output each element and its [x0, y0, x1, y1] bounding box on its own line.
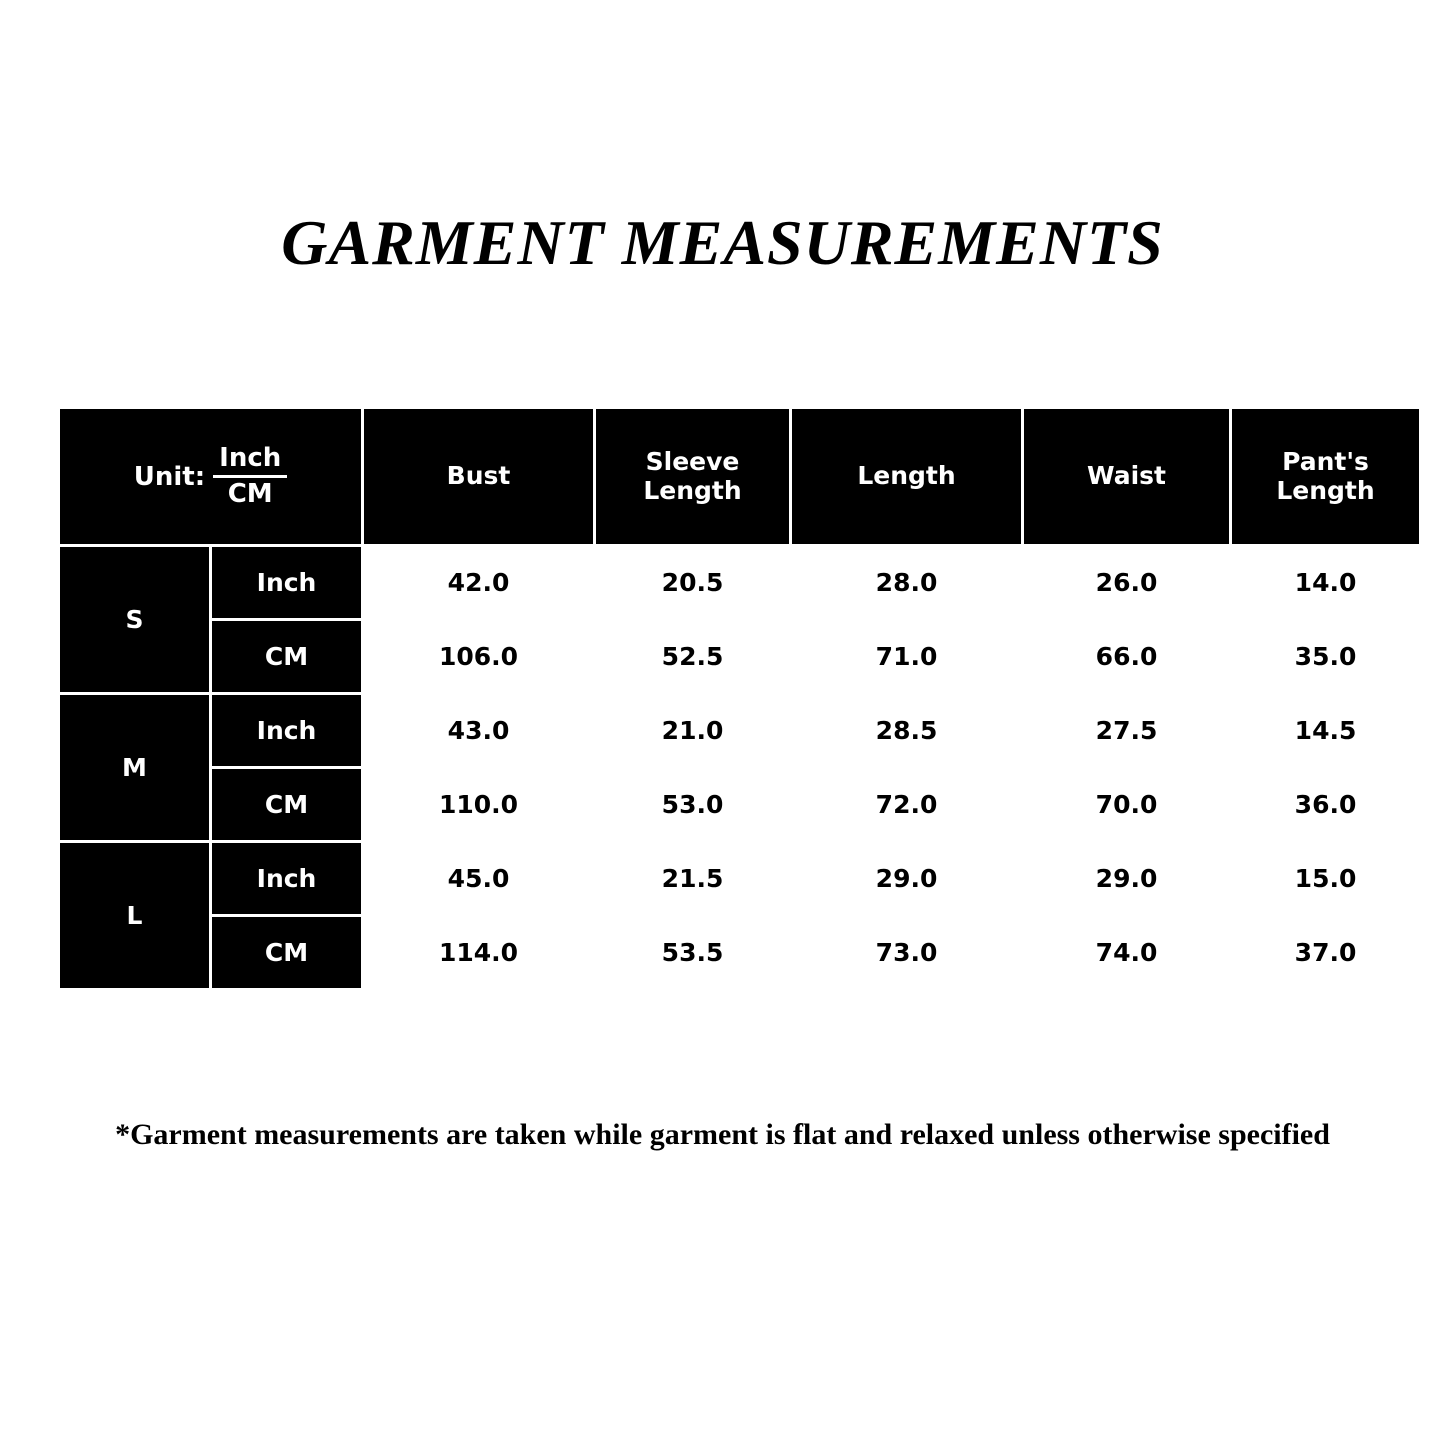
cell-s-cm-sleeve: 52.5 — [595, 620, 791, 694]
unit-numerator: Inch — [213, 444, 287, 478]
size-label-m: M — [59, 694, 211, 842]
unit-label-l-inch: Inch — [211, 842, 363, 916]
cell-s-cm-pant: 35.0 — [1231, 620, 1421, 694]
cell-m-cm-length: 72.0 — [791, 768, 1023, 842]
cell-m-inch-bust: 43.0 — [363, 694, 595, 768]
cell-s-inch-length: 28.0 — [791, 546, 1023, 620]
table-row — [59, 694, 1421, 768]
cell-m-inch-waist: 27.5 — [1023, 694, 1231, 768]
table-row — [59, 546, 1421, 620]
cell-m-inch-length: 28.5 — [791, 694, 1023, 768]
unit-label-m-inch: Inch — [211, 694, 363, 768]
measurements-table-container — [57, 406, 1389, 991]
unit-label-s-inch: Inch — [211, 546, 363, 620]
cell-l-cm-pant: 37.0 — [1231, 916, 1421, 990]
cell-s-cm-length: 71.0 — [791, 620, 1023, 694]
measurements-table — [57, 406, 1422, 991]
cell-l-cm-waist: 74.0 — [1023, 916, 1231, 990]
table-row — [59, 768, 1421, 842]
size-label-l: L — [59, 842, 211, 990]
cell-l-cm-length: 73.0 — [791, 916, 1023, 990]
cell-m-cm-sleeve: 53.0 — [595, 768, 791, 842]
column-header-pants-length: Pant's Length — [1231, 408, 1421, 546]
cell-l-inch-waist: 29.0 — [1023, 842, 1231, 916]
cell-s-inch-waist: 26.0 — [1023, 546, 1231, 620]
cell-m-cm-bust: 110.0 — [363, 768, 595, 842]
cell-l-cm-bust: 114.0 — [363, 916, 595, 990]
page-title: GARMENT MEASUREMENTS — [281, 207, 1164, 278]
footnote: *Garment measurements are taken while garment is flat and relaxed unless otherwise specified — [115, 1118, 1330, 1151]
cell-s-cm-waist: 66.0 — [1023, 620, 1231, 694]
cell-l-inch-length: 29.0 — [791, 842, 1023, 916]
cell-m-inch-sleeve: 21.0 — [595, 694, 791, 768]
table-row — [59, 916, 1421, 990]
cell-m-inch-pant: 14.5 — [1231, 694, 1421, 768]
cell-s-inch-bust: 42.0 — [363, 546, 595, 620]
column-header-length: Length — [791, 408, 1023, 546]
unit-denominator: CM — [227, 479, 273, 509]
column-header-bust: Bust — [363, 408, 595, 546]
table-header-row — [59, 408, 1421, 546]
unit-label-m-cm: CM — [211, 768, 363, 842]
column-header-sleeve-length: Sleeve Length — [595, 408, 791, 546]
cell-l-inch-sleeve: 21.5 — [595, 842, 791, 916]
cell-m-cm-pant: 36.0 — [1231, 768, 1421, 842]
unit-fraction — [213, 444, 287, 508]
table-row — [59, 842, 1421, 916]
cell-s-inch-sleeve: 20.5 — [595, 546, 791, 620]
cell-s-cm-bust: 106.0 — [363, 620, 595, 694]
unit-label-s-cm: CM — [211, 620, 363, 694]
cell-m-cm-waist: 70.0 — [1023, 768, 1231, 842]
cell-l-inch-bust: 45.0 — [363, 842, 595, 916]
unit-label: Unit: — [133, 461, 206, 492]
cell-s-inch-pant: 14.0 — [1231, 546, 1421, 620]
unit-label-l-cm: CM — [211, 916, 363, 990]
table-row — [59, 620, 1421, 694]
size-label-s: S — [59, 546, 211, 694]
unit-header-cell — [59, 408, 363, 546]
cell-l-cm-sleeve: 53.5 — [595, 916, 791, 990]
column-header-waist: Waist — [1023, 408, 1231, 546]
cell-l-inch-pant: 15.0 — [1231, 842, 1421, 916]
